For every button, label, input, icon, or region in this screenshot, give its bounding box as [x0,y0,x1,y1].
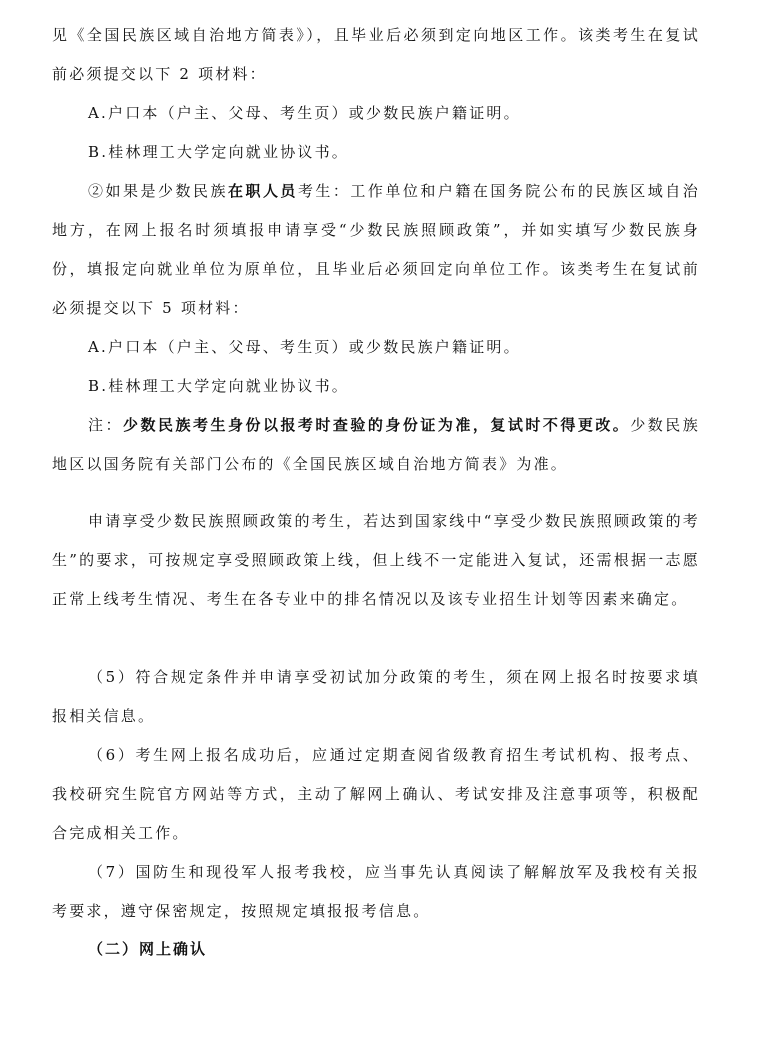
material-item-a: A.户口本（户主、父母、考生页）或少数民族户籍证明。 [88,104,521,122]
note-emphasis: 少数民族考生身份以报考时查验的身份证为准，复试时不得更改。 [123,416,631,434]
paragraph-policy-explanation: 申请享受少数民族照顾政策的考生，若达到国家线中“享受少数民族照顾政策的考生”的要求，可按规定享受照顾政策上线，但上线不一定能进入复试，还需根据一志愿正常上线考生情况、考生在各专业中的排名情况以及该专业招生计划等因素来确定。 [52,512,700,608]
material-item-b: B.桂林理工大学定向就业协议书。 [88,143,349,161]
material-item-b-2: B.桂林理工大学定向就业协议书。 [88,377,349,395]
in-service-emphasis: 在职人员 [227,182,298,200]
paragraph-minority-requirement: 见《全国民族区域自治地方简表》），且毕业后必须到定向地区工作。该类考生在复试前必须提交以下 2 项材料： [52,26,700,83]
paragraph-in-service-minority [52,172,700,328]
paragraph-item-7: （7）国防生和现役军人报考我校，应当事先认真阅读了解解放军及我校有关报考要求，遵守保密规定，按照规定填报报考信息。 [52,863,700,920]
in-service-rest: 考生：工作单位和户籍在国务院公布的民族区域自治地方，在网上报名时须填报申请享受“少数民族照顾政策”，并如实填写少数民族身份，填报定向就业单位为原单位，且毕业后必须回定向单位工作。该类考生在复试前必须提交以下 5 项材料： [52,182,700,317]
note-rest: 少数民族地区以国务院有关部门公布的《全国民族区域自治地方简表》为准。 [52,416,700,473]
paragraph-item-5: （5）符合规定条件并申请享受初试加分政策的考生，须在网上报名时按要求填报相关信息。 [52,668,700,725]
note-prefix: 注： [88,416,123,434]
section-heading-online-confirmation: （二）网上确认 [88,940,208,958]
paragraph-item-6: （6）考生网上报名成功后，应通过定期查阅省级教育招生考试机构、报考点、我校研究生院官方网站等方式，主动了解网上确认、考试安排及注意事项等，积极配合完成相关工作。 [52,746,700,842]
paragraph-note [52,406,700,484]
material-item-a-2: A.户口本（户主、父母、考生页）或少数民族户籍证明。 [88,338,521,356]
in-service-prefix: ②如果是少数民族 [88,182,228,200]
